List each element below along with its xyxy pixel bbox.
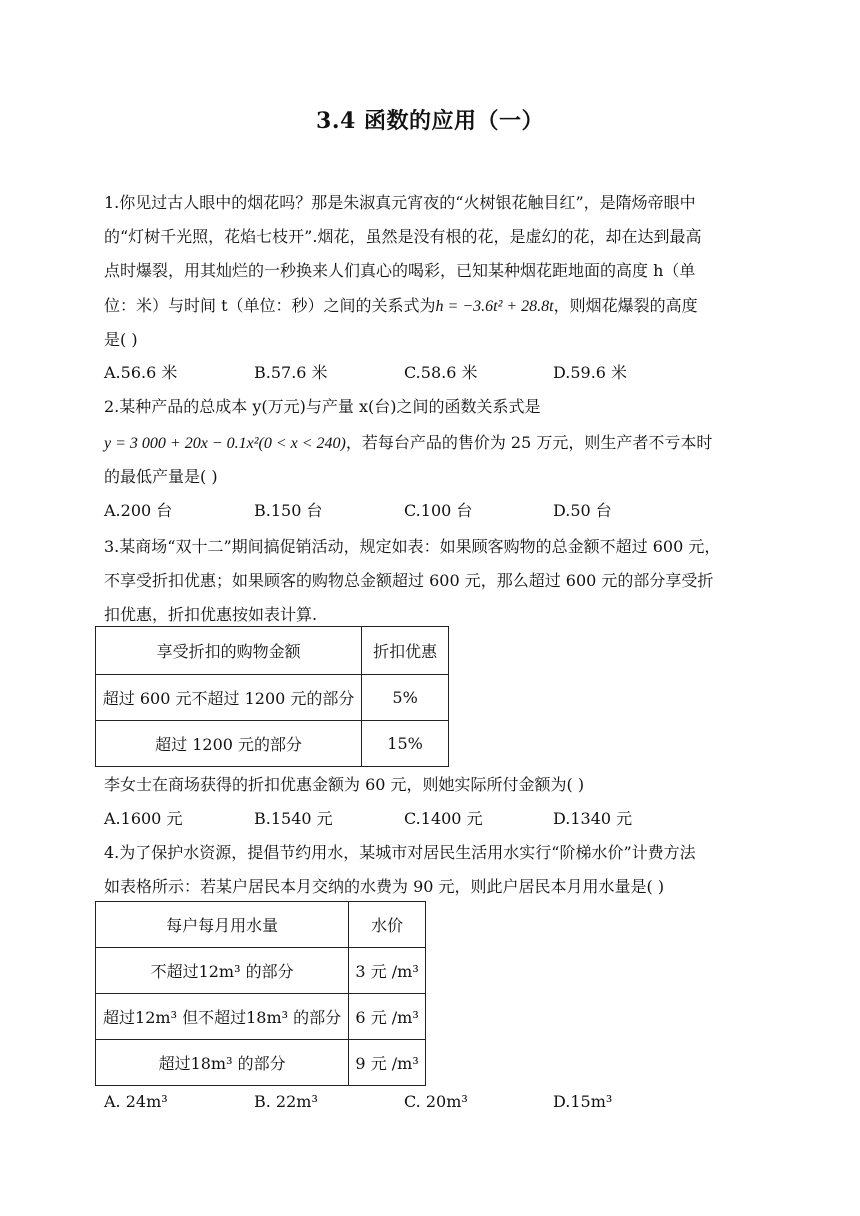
table-header-row bbox=[96, 627, 449, 675]
q1-line-4 bbox=[104, 293, 698, 316]
q4-options bbox=[104, 1092, 754, 1116]
q3-option-c[interactable]: C.1400 元 bbox=[404, 809, 483, 828]
q3-option-b[interactable]: B.1540 元 bbox=[254, 809, 333, 828]
q4-line-2: 如表格所示：若某户居民本月交纳的水费为 90 元，则此户居民本月用水量是( ) bbox=[104, 877, 665, 896]
q4-line-1: 4.为了保护水资源，提倡节约用水，某城市对居民生活用水实行“阶梯水价”计费方法 bbox=[104, 843, 696, 862]
q3-line-2: 不享受折扣优惠；如果顾客的购物总金额超过 600 元，那么超过 600 元的部分享受折 bbox=[104, 571, 714, 590]
q1-line-1: 1.你见过古人眼中的烟花吗？那是朱淑真元宵夜的“火树银花触目红”，是隋炀帝眼中 bbox=[104, 193, 696, 212]
q1-text-pre: 位：米）与时间 t（单位：秒）之间的关系式为 bbox=[104, 296, 436, 315]
q4-option-c[interactable]: C. 20m³ bbox=[404, 1092, 468, 1111]
q2-option-d[interactable]: D.50 台 bbox=[553, 501, 612, 520]
table-cell: 超过 1200 元的部分 bbox=[96, 721, 362, 767]
q3-line-3: 扣优惠，折扣优惠按如表计算. bbox=[104, 605, 318, 624]
table-cell: 超过 600 元不超过 1200 元的部分 bbox=[96, 675, 362, 721]
q3-option-a[interactable]: A.1600 元 bbox=[104, 809, 183, 828]
discount-table bbox=[95, 626, 449, 767]
table-cell: 9 元 /m³ bbox=[349, 1040, 426, 1086]
q1-option-a[interactable]: A.56.6 米 bbox=[104, 363, 178, 382]
table-cell: 15% bbox=[362, 721, 449, 767]
q2-line-2 bbox=[104, 430, 712, 453]
q1-option-c[interactable]: C.58.6 米 bbox=[404, 363, 478, 382]
table-row bbox=[96, 948, 426, 994]
q2-options bbox=[104, 498, 754, 522]
table-row bbox=[96, 994, 426, 1040]
table-header-cell: 折扣优惠 bbox=[362, 627, 449, 675]
q1-option-b[interactable]: B.57.6 米 bbox=[254, 363, 328, 382]
q2-text-post: ，若每台产品的售价为 25 万元，则生产者不亏本时 bbox=[345, 433, 713, 452]
q2-option-c[interactable]: C.100 台 bbox=[404, 501, 473, 520]
table-header-cell: 享受折扣的购物金额 bbox=[96, 627, 362, 675]
table-row bbox=[96, 675, 449, 721]
table-cell: 不超过12m³ 的部分 bbox=[96, 948, 349, 994]
q1-formula: h = −3.6t² + 28.8t bbox=[435, 298, 554, 315]
table-cell: 超过12m³ 但不超过18m³ 的部分 bbox=[96, 994, 349, 1040]
q2-formula: y = 3 000 + 20x − 0.1x²(0 < x < 240) bbox=[104, 435, 346, 452]
q3-options bbox=[104, 806, 754, 830]
table-header-cell: 每户每月用水量 bbox=[96, 902, 349, 948]
q2-line-1: 2.某种产品的总成本 y(万元)与产量 x(台)之间的函数关系式是 bbox=[104, 397, 541, 416]
q2-option-b[interactable]: B.150 台 bbox=[254, 501, 323, 520]
q1-line-5: 是( ) bbox=[104, 330, 138, 349]
table-row bbox=[96, 721, 449, 767]
q1-line-2: 的“灯树千光照，花焰七枝开”.烟花，虽然是没有根的花，是虚幻的花，却在达到最高 bbox=[104, 227, 702, 246]
q2-option-a[interactable]: A.200 台 bbox=[104, 501, 173, 520]
table-cell: 超过18m³ 的部分 bbox=[96, 1040, 349, 1086]
q4-option-d[interactable]: D.15m³ bbox=[553, 1092, 613, 1111]
q4-option-a[interactable]: A. 24m³ bbox=[104, 1092, 168, 1111]
q2-line-3: 的最低产量是( ) bbox=[104, 467, 218, 486]
table-cell: 5% bbox=[362, 675, 449, 721]
q1-text-post: ，则烟花爆裂的高度 bbox=[553, 296, 698, 315]
q1-line-3: 点时爆裂，用其灿烂的一秒换来人们真心的喝彩，已知某种烟花距地面的高度 h（单 bbox=[104, 261, 696, 280]
table-header-cell: 水价 bbox=[349, 902, 426, 948]
water-price-table bbox=[95, 901, 426, 1086]
table-cell: 6 元 /m³ bbox=[349, 994, 426, 1040]
q3-option-d[interactable]: D.1340 元 bbox=[553, 809, 633, 828]
q1-options bbox=[104, 360, 754, 384]
q4-option-b[interactable]: B. 22m³ bbox=[254, 1092, 318, 1111]
q3-line-4: 李女士在商场获得的折扣优惠金额为 60 元，则她实际所付金额为( ) bbox=[104, 775, 585, 794]
q3-line-1: 3.某商场“双十二”期间搞促销活动，规定如表：如果顾客购物的总金额不超过 600 元， bbox=[104, 537, 721, 556]
table-cell: 3 元 /m³ bbox=[349, 948, 426, 994]
table-header-row bbox=[96, 902, 426, 948]
table-row bbox=[96, 1040, 426, 1086]
q1-option-d[interactable]: D.59.6 米 bbox=[553, 363, 628, 382]
page-title: 3.4 函数的应用（一） bbox=[316, 108, 544, 134]
